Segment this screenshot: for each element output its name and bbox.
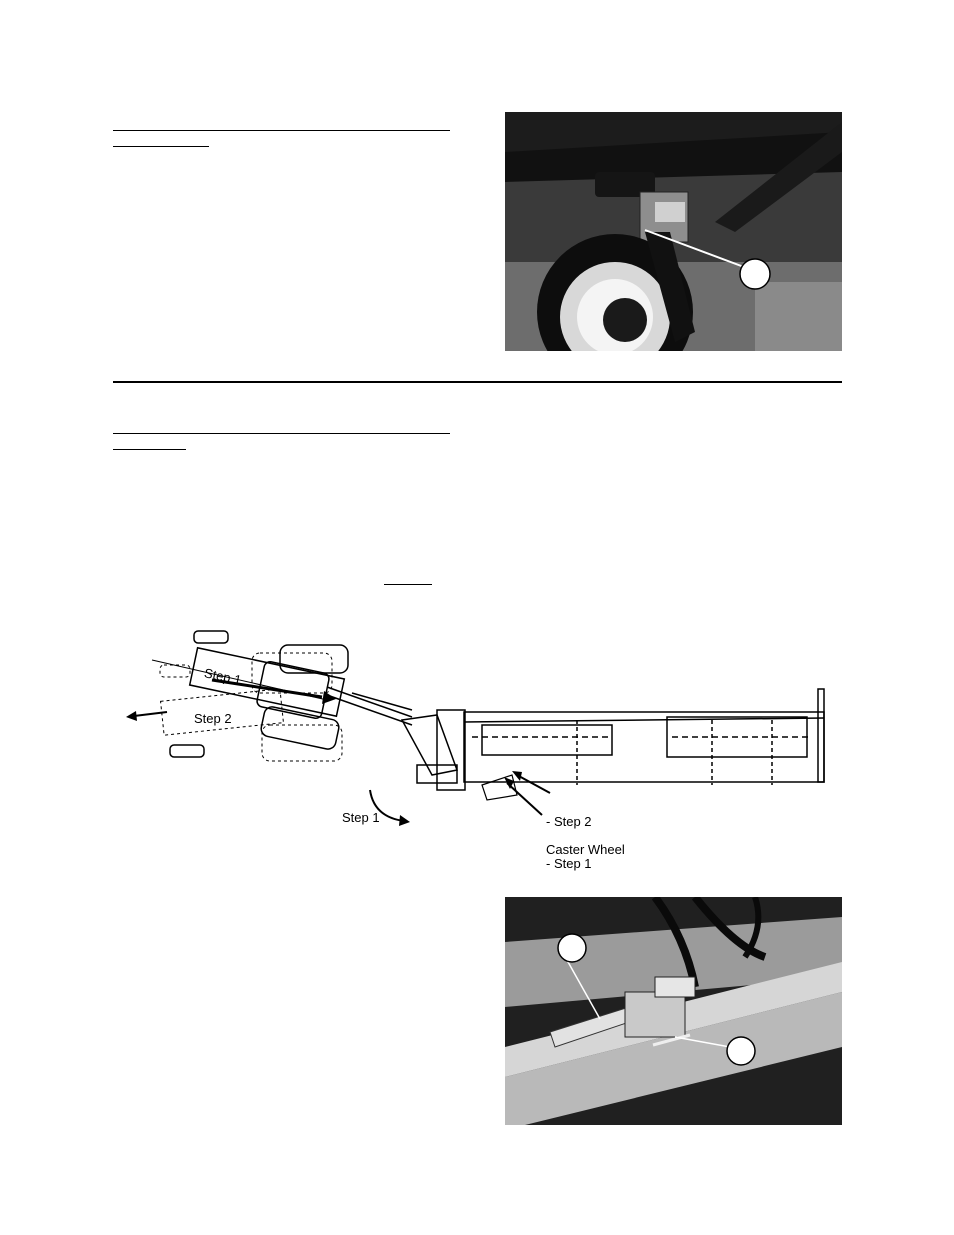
tractor-hitch-diagram (112, 625, 832, 880)
heading-underline-middle (113, 433, 450, 434)
label-step1-tractor: Step 1 (202, 665, 243, 688)
label-step2-pin: - Step 2 (546, 814, 592, 829)
section-divider (113, 381, 842, 383)
label-step1-turn: Step 1 (342, 810, 380, 825)
emphasis-underline (384, 584, 432, 585)
label-step2-tractor: Step 2 (194, 711, 232, 726)
heading-underline-middle-short (113, 449, 186, 450)
heading-underline-top-short (113, 146, 209, 147)
heading-underline-top (113, 130, 450, 131)
label-caster-wheel: Caster Wheel (546, 842, 625, 857)
caster-wheel-photo (505, 112, 842, 351)
label-caster-step: - Step 1 (546, 856, 592, 871)
hitch-lever-photo (505, 897, 842, 1125)
